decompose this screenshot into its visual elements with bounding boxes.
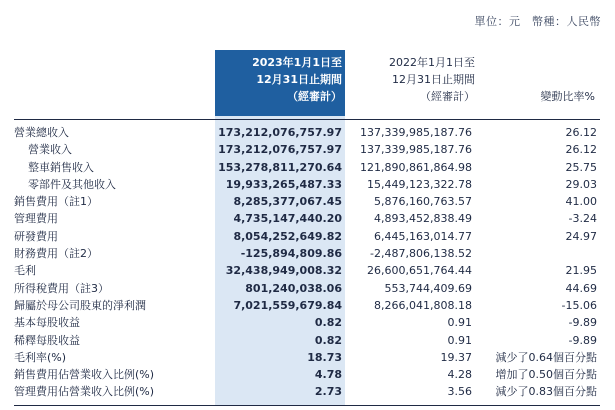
current-value: 153,278,811,270.64	[218, 160, 342, 174]
change-header: 變動比率%	[540, 90, 595, 103]
current-value: 173,212,076,757.97	[218, 143, 342, 157]
previous-header-line: 2022年1月1日至	[389, 56, 475, 69]
previous-value: 19.37	[440, 350, 472, 364]
current-value: 18.73	[307, 350, 342, 364]
row-label: 研發費用	[14, 229, 58, 243]
change-value: 減少了0.83個百分點	[495, 385, 597, 399]
table-row	[0, 228, 615, 245]
current-header-line: （經審計）	[287, 90, 342, 103]
row-label: 營業收入	[28, 143, 72, 157]
change-value: 41.00	[565, 195, 597, 209]
previous-value: 0.91	[447, 316, 472, 330]
previous-value: 0.91	[447, 333, 472, 347]
previous-value: 26,600,651,764.44	[367, 264, 472, 278]
table-row	[0, 210, 615, 227]
header-rule	[14, 119, 600, 120]
row-label: 銷售費用佔營業收入比例(%)	[14, 368, 155, 382]
current-value: 801,240,038.06	[245, 281, 342, 295]
current-value: 7,021,559,679.84	[233, 298, 342, 312]
table-row	[0, 383, 615, 400]
table-row	[0, 366, 615, 383]
row-label: 歸屬於母公司股東的淨利潤	[14, 298, 146, 312]
current-value: 173,212,076,757.97	[218, 126, 342, 139]
change-value: 21.95	[565, 264, 597, 278]
current-value: 4.78	[314, 368, 342, 382]
current-value: 8,054,252,649.82	[233, 229, 342, 243]
current-value: 19,933,265,487.33	[225, 177, 342, 191]
change-value: 增加了0.50個百分點	[495, 368, 597, 382]
unit-note: 單位：元 幣種：人民幣	[474, 15, 601, 28]
current-value: 0.82	[314, 333, 342, 347]
change-value: 29.03	[565, 177, 597, 191]
previous-period-header	[355, 54, 475, 105]
previous-value: -2,487,806,138.52	[370, 247, 472, 261]
row-label: 管理費用	[14, 212, 58, 226]
previous-value: 4,893,452,838.49	[374, 212, 472, 226]
previous-value: 6,445,163,014.77	[374, 229, 472, 243]
previous-value: 3.56	[447, 385, 472, 399]
row-label: 所得稅費用（註3）	[14, 281, 109, 295]
table-row	[0, 262, 615, 279]
current-value: 0.82	[314, 316, 342, 330]
row-label: 整車銷售收入	[28, 160, 94, 174]
change-value: -9.89	[568, 316, 597, 330]
previous-value: 15,449,123,322.78	[367, 177, 472, 191]
change-value: -15.06	[561, 298, 597, 312]
row-label: 財務費用（註2）	[14, 247, 98, 261]
current-value: 4,735,147,440.20	[233, 212, 342, 226]
change-value: 26.12	[565, 126, 597, 139]
current-header-line: 2023年1月1日至	[252, 56, 342, 69]
table-row	[0, 297, 615, 314]
previous-value: 4.28	[447, 368, 472, 382]
previous-header-line: （經審計）	[420, 90, 475, 103]
current-header-line: 12月31日止期間	[256, 73, 342, 86]
previous-value: 121,890,861,864.98	[360, 160, 472, 174]
previous-value: 8,266,041,808.18	[374, 298, 472, 312]
previous-value: 553,744,409.69	[384, 281, 472, 295]
table-row	[0, 124, 615, 141]
row-label: 零部件及其他收入	[28, 177, 116, 191]
bottom-rule	[14, 405, 600, 406]
current-value: 8,285,377,067.45	[233, 195, 342, 209]
current-value: -125,894,809.86	[240, 247, 342, 261]
change-value: 減少了0.64個百分點	[495, 350, 597, 364]
row-label: 營業總收入	[14, 126, 69, 139]
change-value: -9.89	[568, 333, 597, 347]
table-row	[0, 280, 615, 297]
previous-value: 5,876,160,763.57	[374, 195, 472, 209]
change-value: -3.24	[568, 212, 597, 226]
row-label: 稀釋每股收益	[14, 333, 80, 347]
change-value: 44.69	[565, 281, 597, 295]
row-label: 毛利	[14, 264, 36, 278]
current-period-header	[215, 54, 342, 105]
table-row	[0, 245, 615, 262]
table-row	[0, 141, 615, 158]
change-value: 26.12	[565, 143, 597, 157]
table-row	[0, 176, 615, 193]
change-value: 25.75	[565, 160, 597, 174]
row-label: 毛利率(%)	[14, 350, 67, 364]
current-value: 32,438,949,008.32	[225, 264, 342, 278]
previous-value: 137,339,985,187.76	[360, 126, 472, 139]
table-row	[0, 314, 615, 331]
table-row	[0, 193, 615, 210]
previous-header-line: 12月31日止期間	[392, 73, 475, 86]
row-label: 基本每股收益	[14, 316, 80, 330]
change-value: 24.97	[565, 229, 597, 243]
row-label: 銷售費用（註1）	[14, 195, 98, 209]
current-value: 2.73	[314, 385, 342, 399]
table-row	[0, 159, 615, 176]
previous-value: 137,339,985,187.76	[360, 143, 472, 157]
table-row	[0, 332, 615, 349]
table-row	[0, 349, 615, 366]
row-label: 管理費用佔營業收入比例(%)	[14, 385, 155, 399]
financial-table-body	[0, 124, 615, 401]
